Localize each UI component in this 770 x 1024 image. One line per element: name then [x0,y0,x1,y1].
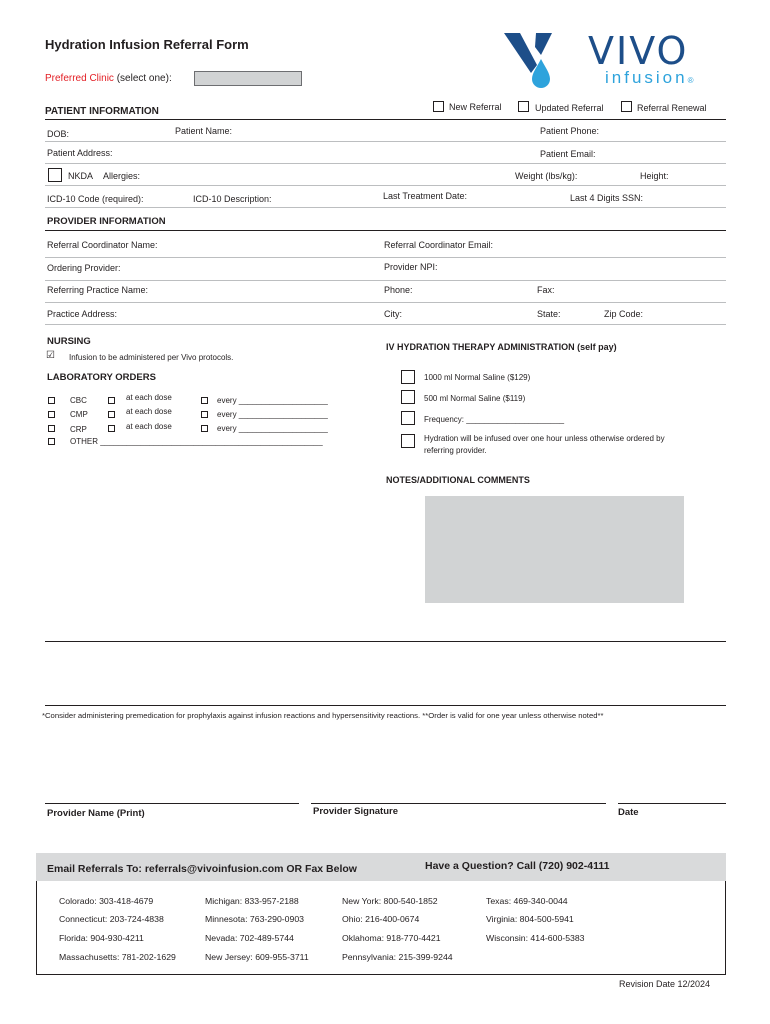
patient-name-field[interactable]: Patient Name: [175,126,233,136]
one-hour-infusion-line2: referring provider. [424,446,487,455]
new-referral-checkbox[interactable] [433,101,444,112]
date-field[interactable]: Date [618,807,639,818]
logo-infusion-text [605,68,697,88]
form-title: Hydration Infusion Referral Form [45,37,249,52]
footnote: *Consider administering premedication for prophylaxis against infusion reactions and hypersensitivity reactions. **Order is valid for one year unless otherwise noted** [42,711,604,720]
date-line [618,803,726,804]
cmp-every-field[interactable]: every ____________________ [217,410,328,419]
divider [45,230,726,231]
practice-address-field[interactable]: Practice Address: [47,309,118,319]
patient-info-heading: PATIENT INFORMATION [45,106,159,117]
phone-new-jersey: New Jersey: 609-955-3711 [205,952,309,962]
referral-renewal-checkbox[interactable] [621,101,632,112]
phone-michigan: Michigan: 833-957-2188 [205,896,299,906]
divider [45,163,726,164]
cmp-each-dose-checkbox[interactable] [108,411,115,418]
divider [45,641,726,642]
phone-pennsylvania: Pennsylvania: 215-399-9244 [342,952,453,962]
cmp-each-dose-label: at each dose [126,407,172,416]
coordinator-name-field[interactable]: Referral Coordinator Name: [47,240,158,250]
cmp-every-checkbox[interactable] [201,411,208,418]
divider [45,280,726,281]
revision-date: Revision Date 12/2024 [619,979,711,989]
practice-phone-field[interactable]: Phone: [384,285,413,295]
saline-500-label: 500 ml Normal Saline ($119) [424,394,526,403]
divider [45,257,726,258]
divider [45,705,726,706]
vivo-logo [504,31,714,91]
cbc-every-checkbox[interactable] [201,397,208,404]
nursing-protocol-text: Infusion to be administered per Vivo protocols. [69,353,234,362]
crp-label: CRP [70,425,87,434]
one-hour-infusion-line1: Hydration will be infused over one hour unless otherwise ordered by [424,434,665,443]
preferred-clinic-red: Preferred Clinic [45,73,114,84]
logo-vivo-text: VIVO [588,29,689,73]
crp-every-field[interactable]: every ____________________ [217,424,328,433]
phone-connecticut: Connecticut: 203-724-4838 [59,914,164,924]
dob-field[interactable]: DOB: [47,129,70,139]
provider-name-line [45,803,299,804]
logo-infusion-word: infusion [605,68,688,87]
allergies-field[interactable]: Allergies: [103,171,141,181]
height-field[interactable]: Height: [640,171,669,181]
saline-1000-label: 1000 ml Normal Saline ($129) [424,373,531,382]
icd-description-field[interactable]: ICD-10 Description: [193,194,272,204]
provider-signature-line [311,803,606,804]
phone-texas: Texas: 469-340-0044 [486,896,568,906]
lab-orders-heading: LABORATORY ORDERS [47,372,156,383]
preferred-clinic-label [45,73,172,84]
phone-colorado: Colorado: 303-418-4679 [59,896,154,906]
phone-virginia: Virginia: 804-500-5941 [486,914,574,924]
phone-oklahoma: Oklahoma: 918-770-4421 [342,933,441,943]
nkda-checkbox[interactable] [48,168,62,182]
patient-phone-field[interactable]: Patient Phone: [540,126,600,136]
email-referrals-line: Email Referrals To: referrals@vivoinfusion.com OR Fax Below [47,863,357,875]
provider-npi-field[interactable]: Provider NPI: [384,262,438,272]
phone-minnesota: Minnesota: 763-290-0903 [205,914,305,924]
notes-textarea[interactable] [425,496,684,603]
cbc-checkbox[interactable] [48,397,55,404]
phone-new-york: New York: 800-540-1852 [342,896,438,906]
ordering-provider-field[interactable]: Ordering Provider: [47,263,121,273]
nkda-label: NKDA [68,171,94,181]
new-referral-label: New Referral [449,102,502,112]
practice-state-field[interactable]: State: [537,309,561,319]
frequency-checkbox[interactable] [401,411,415,425]
logo-registered: ® [687,76,697,85]
preferred-clinic-select[interactable] [194,71,302,86]
divider [45,119,726,120]
other-field[interactable]: OTHER __________________________________________________ [70,437,323,446]
referral-renewal-label: Referral Renewal [637,103,707,113]
referring-practice-field[interactable]: Referring Practice Name: [47,285,149,295]
phone-wisconsin: Wisconsin: 414-600-5383 [486,933,585,943]
cbc-label: CBC [70,396,87,405]
crp-each-dose-label: at each dose [126,422,172,431]
weight-field[interactable]: Weight (lbs/kg): [515,171,578,181]
phone-ohio: Ohio: 216-400-0674 [342,914,420,924]
divider [45,141,726,142]
divider [45,185,726,186]
crp-checkbox[interactable] [48,425,55,432]
question-call-line: Have a Question? Call (720) 902-4111 [425,860,610,872]
practice-zip-field[interactable]: Zip Code: [604,309,644,319]
saline-1000-checkbox[interactable] [401,370,415,384]
phone-nevada: Nevada: 702-489-5744 [205,933,294,943]
provider-info-heading: PROVIDER INFORMATION [47,216,166,227]
updated-referral-checkbox[interactable] [518,101,529,112]
practice-fax-field[interactable]: Fax: [537,285,555,295]
crp-each-dose-checkbox[interactable] [108,425,115,432]
crp-every-checkbox[interactable] [201,425,208,432]
cmp-label: CMP [70,410,88,419]
last-treatment-date-field[interactable]: Last Treatment Date: [383,191,468,201]
icd-code-field[interactable]: ICD-10 Code (required): [47,194,144,204]
notes-heading: NOTES/ADDITIONAL COMMENTS [386,475,530,485]
cbc-every-field[interactable]: every ____________________ [217,396,328,405]
divider [45,207,726,208]
coordinator-email-field[interactable]: Referral Coordinator Email: [384,240,494,250]
divider [45,302,726,303]
preferred-clinic-suffix: (select one): [116,73,172,84]
provider-name-print-field[interactable]: Provider Name (Print) [47,808,145,819]
frequency-field[interactable]: Frequency: ______________________ [424,415,565,424]
phone-massachusetts: Massachusetts: 781-202-1629 [59,952,176,962]
therapy-heading: IV HYDRATION THERAPY ADMINISTRATION (self pay) [386,342,617,352]
cmp-checkbox[interactable] [48,411,55,418]
one-hour-infusion-checkbox[interactable] [401,434,415,448]
practice-city-field[interactable]: City: [384,309,402,319]
ssn-field[interactable]: Last 4 Digits SSN: [570,193,644,203]
phone-florida: Florida: 904-930-4211 [59,933,144,943]
patient-email-field[interactable]: Patient Email: [540,149,596,159]
saline-500-checkbox[interactable] [401,390,415,404]
nursing-checkbox-checked[interactable]: ☑ [46,350,55,361]
provider-signature-field[interactable]: Provider Signature [313,806,398,817]
nursing-heading: NURSING [47,336,91,347]
cbc-each-dose-checkbox[interactable] [108,397,115,404]
other-checkbox[interactable] [48,438,55,445]
cbc-each-dose-label: at each dose [126,393,172,402]
updated-referral-label: Updated Referral [535,103,604,113]
patient-address-field[interactable]: Patient Address: [47,148,113,158]
divider [45,324,726,325]
